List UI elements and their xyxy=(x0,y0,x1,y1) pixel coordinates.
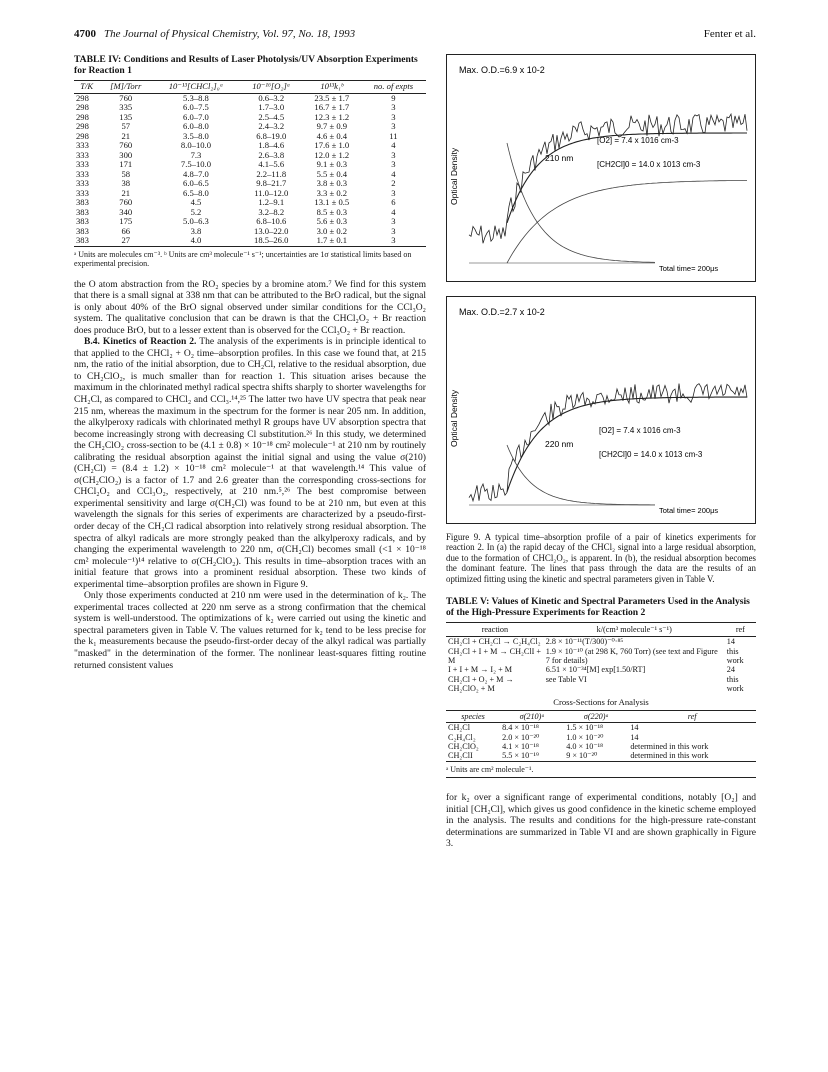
cross-section-cell-1: 4.1 × 10⁻¹⁸ xyxy=(502,742,539,751)
table4-cell-2: 5.3–8.8 xyxy=(183,92,209,103)
table5-cross-sections xyxy=(446,710,756,761)
table5-cell-1: 1.9 × 10⁻¹⁰ (at 298 K, 760 Torr) (see text and Figure 7 for details) xyxy=(545,646,718,665)
table4-cell-2: 5.2 xyxy=(190,206,202,217)
panel-a-ch2cl: [CH2Cl]0 = 14.0 x 1013 cm-3 xyxy=(597,160,701,169)
table4-cell-2: 8.0–10.0 xyxy=(180,140,211,150)
table4 xyxy=(74,80,426,247)
panel-a-o2: [O2] = 7.4 x 1016 cm-3 xyxy=(597,136,679,145)
table4-cell-2: 7.3 xyxy=(190,149,202,160)
table5-cell-1: see Table VI xyxy=(545,674,587,684)
table4-cell-3: 9.8–21.7 xyxy=(256,178,287,188)
cross-section-cell-1: 5.5 × 10⁻¹⁹ xyxy=(502,751,539,761)
table5-cell-2: this work xyxy=(726,674,744,693)
panel-b-o2: [O2] = 7.4 x 1016 cm-3 xyxy=(599,426,681,435)
table4-cell-5: 3 xyxy=(391,187,396,198)
table4-cell-1: 21 xyxy=(121,130,131,141)
table5-cell-0: CH₂Cl + I + M → CH₂ClI + M xyxy=(448,646,542,665)
body-paragraph-right: for k₂ over a significant range of experimental conditions, notably [O₂] and initial [CH₂Cl], which gives us good confidence in the kinetic scheme employed in the analysis. The results and conditions for the high-pressure rate-constant determinations are summarized in Table VI and are shown graphically in Figure 3. xyxy=(446,792,756,850)
table4-cell-0: 298 xyxy=(76,92,89,103)
table4-cell-2: 4.0 xyxy=(190,235,202,245)
cross-section-header-1: σ(210)ᵃ xyxy=(500,711,564,723)
table4-cell-4: 5.5 ± 0.4 xyxy=(316,168,348,179)
panel-a-wavelength: 210 nm xyxy=(545,153,574,163)
table5-wrapper xyxy=(446,622,756,778)
cross-section-header-2: σ(220)ᵃ xyxy=(564,711,628,723)
cross-section-cell-2: 4.0 × 10⁻¹⁸ xyxy=(566,742,603,751)
body-paragraph-2-text: The analysis of the experiments is in principle identical to that applied to the CHCl₂ + O₂ time–absorption profiles. In this case we found that, at 215 nm, the ratio of the initial absorption, due to CH₂Cl, relative to the residual absorption, due to CH₂ClO₂, is much smaller than for reaction 1. This situation arises because the maximum in the chlorinated methyl radical spectra shifts sharply to shorter wavelengths for CH₂Cl, as compared to CHCl₂ and CCl₃.¹⁴,²⁵ The latter two have UV spectra that peak near 215 nm, whereas the maximum in the spectrum for the former is near 205 nm. In addition, the alkylperoxy radicals with chlorinated methyl R groups have UV absorption spectra that become increasingly strong with decreasing Cl substitution.²⁶ In this study, we determined the CH₂ClO₂ cross-section to be (4.1 ± 0.8) × 10⁻¹⁸ cm² molecule⁻¹ at 210 nm by routinely calibrating the residual absorption against the initial signal and using the value σ(210)(CH₂Cl) = (8.4 ± 1.2) × 10⁻¹⁸ cm² molecule⁻¹ at that wavelength.¹⁴ This value of σ(CH₂ClO₂) is a factor of 1.7 and 2.6 greater than the corresponding cross-sections for CHCl₂O₂ and CCl₃O₂, respectively, at 210 nm.⁵,²⁶ The best compromise between experimental sensitivity and large σ(CH₂Cl) was found to be at 210 nm, but even at this wavelength the signals for this series of experiments are characterized by a pseudo-first-order decay of the CH₂Cl radical absorption into relatively strong residual absorption. The spectra of alkyl radicals are more strongly peaked than the alkylperoxy radicals, and by changing the experimental wavelength to 220 nm, σ(CH₂Cl) becomes small (<1 × 10⁻¹⁸ cm² molecule⁻¹)¹⁴ relative to σ(CH₂ClO₂). This results in time–absorption traces with an initial feature that grows into a prominent residual absorption. These two kinds of experimental time–absorption profiles are shown in Figure 9. xyxy=(74,336,426,590)
table4-cell-2: 3.8 xyxy=(190,225,202,236)
table4-cell-0: 383 xyxy=(76,225,89,236)
table5-subcaption: Cross-Sections for Analysis xyxy=(553,697,649,708)
page-number: 4700 xyxy=(74,28,96,40)
table5-cell-0: CH₂Cl + O₂ + M → CH₂ClO₂ + M xyxy=(448,674,514,693)
figure9-panel-b xyxy=(446,296,756,524)
table5-footnote: ᵃ Units are cm² molecule⁻¹. xyxy=(446,764,534,774)
panel-b-wavelength: 220 nm xyxy=(545,439,574,449)
table4-cell-3: 11.0–12.0 xyxy=(254,187,289,198)
table4-cell-3: 2.2–11.8 xyxy=(256,168,287,179)
table4-cell-3: 6.8–10.6 xyxy=(256,216,287,226)
table4-caption: TABLE IV: Conditions and Results of Laser Photolysis/UV Absorption Experiments for Reaction 1 xyxy=(74,54,418,76)
table5-cell-0: CH₂Cl + CH₂Cl → C₂H₄Cl₂ xyxy=(448,637,541,647)
table5-cell-1: 6.51 × 10⁻³⁴[M] exp[1.50/RT] xyxy=(545,665,646,675)
cross-section-cell-3: 14 xyxy=(630,732,639,742)
table4-cell-4: 3.8 ± 0.3 xyxy=(316,178,348,188)
table4-cell-4: 12.0 ± 1.2 xyxy=(314,149,350,160)
table4-cell-1: 171 xyxy=(119,159,133,169)
table5 xyxy=(446,622,756,693)
table4-cell-5: 3 xyxy=(391,102,396,112)
table4-cell-3: 4.1–5.6 xyxy=(258,159,285,169)
panel-b-total-time: Total time= 200μs xyxy=(659,506,719,515)
table4-cell-1: 335 xyxy=(119,102,133,112)
table4-cell-5: 2 xyxy=(391,178,396,188)
table4-cell-5: 4 xyxy=(391,168,396,179)
table4-cell-4: 12.3 ± 1.2 xyxy=(314,111,350,122)
table4-cell-1: 57 xyxy=(121,121,131,131)
table4-cell-1: 760 xyxy=(119,197,133,207)
table4-cell-3: 6.8–19.0 xyxy=(256,130,287,141)
table-row xyxy=(446,675,756,694)
panel-b-maxod: Max. O.D.=2.7 x 10-2 xyxy=(459,307,545,317)
figure9-panel-b-plot xyxy=(447,297,755,523)
table4-cell-5: 4 xyxy=(391,206,396,217)
cross-section-header-3: ref xyxy=(628,711,756,723)
table4-cell-2: 6.0–7.0 xyxy=(183,111,209,122)
table4-cell-0: 333 xyxy=(76,159,89,169)
table4-cell-4: 17.6 ± 1.0 xyxy=(314,140,350,150)
table4-cell-0: 333 xyxy=(76,187,89,198)
panel-a-rise-component xyxy=(507,180,747,263)
table4-cell-2: 6.5–8.0 xyxy=(183,187,209,198)
table4-cell-1: 21 xyxy=(121,187,131,198)
table4-cell-0: 383 xyxy=(76,235,89,245)
table4-header-4: 10¹³k₁ᵇ xyxy=(303,81,361,94)
table4-cell-0: 333 xyxy=(76,140,89,150)
table4-cell-4: 4.6 ± 0.4 xyxy=(316,130,348,141)
table4-cell-1: 300 xyxy=(119,149,133,160)
table4-cell-0: 298 xyxy=(76,102,89,112)
cross-section-cell-0: CH₂ClO₂ xyxy=(448,742,479,751)
right-column xyxy=(446,54,756,850)
table5-header-1: k/(cm³ molecule⁻¹ s⁻¹) xyxy=(544,623,725,637)
table4-header-5: no. of expts xyxy=(361,81,426,94)
table4-cell-2: 4.5 xyxy=(190,197,202,207)
table4-cell-5: 9 xyxy=(391,92,396,103)
table4-cell-4: 9.7 ± 0.9 xyxy=(316,121,348,131)
table4-cell-3: 2.5–4.5 xyxy=(258,111,285,122)
table4-footnote: ᵃ Units are molecules cm⁻³. ᵇ Units are cm³ molecule⁻¹ s⁻¹; uncertainties are 1σ statistical limits based on experimental precision. xyxy=(74,249,412,268)
panel-b-fit-curve xyxy=(507,397,747,492)
running-authors: Fenter et al. xyxy=(703,28,756,40)
table4-cell-3: 2.6–3.8 xyxy=(258,149,285,160)
table4-cell-0: 333 xyxy=(76,149,89,160)
table4-cell-3: 13.0–22.0 xyxy=(254,225,289,236)
table4-cell-2: 5.0–6.3 xyxy=(183,216,209,226)
cross-section-cell-0: CH₂ClI xyxy=(448,751,473,761)
table4-cell-1: 760 xyxy=(119,92,133,103)
table5-cell-2: 14 xyxy=(726,637,735,647)
table5-header-2: ref xyxy=(725,623,756,637)
cross-section-cell-3: 14 xyxy=(630,723,639,733)
table4-cell-4: 9.1 ± 0.3 xyxy=(316,159,348,169)
table4-header-3: 10⁻¹⁶[O₂]ᵃ xyxy=(240,81,303,94)
table4-cell-4: 23.5 ± 1.7 xyxy=(314,92,350,103)
table4-cell-4: 1.7 ± 0.1 xyxy=(316,235,348,245)
table4-cell-0: 383 xyxy=(76,216,89,226)
table4-cell-2: 6.0–7.5 xyxy=(183,102,209,112)
table4-cell-2: 3.5–8.0 xyxy=(183,130,209,141)
table4-cell-2: 4.8–7.0 xyxy=(183,168,209,179)
table-row xyxy=(74,236,426,246)
cross-section-cell-0: CH₂Cl xyxy=(448,723,470,733)
table4-cell-1: 175 xyxy=(119,216,133,226)
table4-cell-0: 383 xyxy=(76,197,89,207)
table4-cell-5: 3 xyxy=(391,235,396,245)
table-row xyxy=(446,751,756,761)
table4-header-2: 10⁻¹³[CHCl₂]₀ᵃ xyxy=(152,81,240,94)
cross-section-cell-3: determined in this work xyxy=(630,742,709,751)
table4-cell-0: 298 xyxy=(76,130,89,141)
table4-cell-5: 6 xyxy=(391,197,396,207)
table4-cell-1: 760 xyxy=(119,140,133,150)
table4-cell-0: 298 xyxy=(76,121,89,131)
table4-cell-5: 3 xyxy=(391,216,396,226)
table5-cell-2: 24 xyxy=(726,665,735,675)
table4-cell-0: 383 xyxy=(76,206,89,217)
journal-title: The Journal of Physical Chemistry, Vol. 97, No. 18, 1993 xyxy=(104,28,356,40)
figure9-panel-a xyxy=(446,54,756,282)
table-row xyxy=(446,647,756,666)
table4-cell-0: 333 xyxy=(76,178,89,188)
table4-cell-4: 8.5 ± 0.3 xyxy=(316,206,348,217)
body-paragraph-1: the O atom abstraction from the RO₂ species by a bromine atom.⁷ We find for this system that there is a small signal at 338 nm that can be attributed to the BrO radical, but the signal is only about 40% of the BrO signal observed under similar conditions for the CCl₃O₂ system. The qualitative conclusion that can be drawn is that the CHCl₂O₂ + Br reaction does produce BrO, but to a lesser extent than is observed for the CCl₃O₂ + Br reaction. xyxy=(74,278,426,336)
table-row xyxy=(446,637,756,647)
panel-b-ylabel: Optical Density xyxy=(449,389,459,447)
panel-b-ch2cl: [CH2Cl]0 = 14.0 x 1013 cm-3 xyxy=(599,450,703,459)
table-row xyxy=(446,733,756,742)
table4-cell-2: 7.5–10.0 xyxy=(180,159,211,169)
table5-header-0: reaction xyxy=(446,623,544,637)
table4-cell-4: 3.0 ± 0.2 xyxy=(316,225,348,236)
table4-header-0: T/K xyxy=(74,81,99,94)
table4-cell-1: 58 xyxy=(121,168,131,179)
table4-cell-1: 38 xyxy=(121,178,131,188)
body-paragraph-2 xyxy=(74,336,426,590)
table4-cell-0: 333 xyxy=(76,168,89,179)
table4-cell-5: 11 xyxy=(389,130,398,141)
table4-cell-1: 66 xyxy=(121,225,131,236)
table4-cell-2: 6.0–8.0 xyxy=(183,121,209,131)
table5-cell-2: this work xyxy=(726,646,744,665)
cross-section-cell-0: C₂H₄Cl₂ xyxy=(448,732,476,742)
running-header xyxy=(74,28,756,44)
cross-section-cell-2: 1.5 × 10⁻¹⁸ xyxy=(566,723,603,733)
body-paragraph-3: Only those experiments conducted at 210 nm were used in the determination of k₂. The experimental traces collected at 220 nm serve as a strong confirmation that the chemical system is well-understood. The optimizations of k₂ were carried out using the kinetic and spectral parameters given in Table V. The values returned for k₂ tend to be less precise for the k₁ measurements because the pseudo-first-order decay of the alkyl radical was partially "masked" in the determination of the former. The nonlinear least-squares fitting routine returned consistent values xyxy=(74,590,426,671)
table-row xyxy=(446,742,756,751)
table4-cell-5: 3 xyxy=(391,159,396,169)
table4-cell-1: 340 xyxy=(119,206,133,217)
panel-a-total-time: Total time= 200μs xyxy=(659,264,719,273)
table4-cell-4: 3.3 ± 0.2 xyxy=(316,187,348,198)
table5-cell-1: 2.8 × 10⁻¹¹(T/300)⁻⁰·⁸⁵ xyxy=(545,637,624,647)
panel-a-ylabel: Optical Density xyxy=(449,147,459,205)
table4-cell-3: 1.2–9.1 xyxy=(258,197,285,207)
table4-cell-1: 27 xyxy=(121,235,131,245)
table5-caption: TABLE V: Values of Kinetic and Spectral Parameters Used in the Analysis of the High-Pressure Experiments for Reaction 2 xyxy=(446,596,750,619)
table4-cell-3: 2.4–3.2 xyxy=(258,121,285,131)
figure9-panel-a-plot xyxy=(447,55,755,281)
table4-cell-5: 4 xyxy=(391,140,396,150)
table4-cell-5: 3 xyxy=(391,111,396,122)
table4-cell-5: 3 xyxy=(391,225,396,236)
cross-section-cell-2: 9 × 10⁻²⁰ xyxy=(566,751,598,761)
panel-a-maxod: Max. O.D.=6.9 x 10-2 xyxy=(459,65,545,75)
table-row xyxy=(446,723,756,733)
table-row xyxy=(446,665,756,674)
table4-cell-4: 5.6 ± 0.3 xyxy=(316,216,348,226)
table4-cell-3: 1.8–4.6 xyxy=(258,140,285,150)
table4-cell-4: 16.7 ± 1.7 xyxy=(314,102,350,112)
figure9-caption: Figure 9. A typical time–absorption profile of a pair of kinetics experiments for reaction 2. In (a) the rapid decay of the CHCl₂ signal into a large residual absorption, due to the formation of CHCl₂O₂, is apparent. In (b), the residual absorption becomes the dominant feature. The lines that pass through the data are the results of an optimized fitting using the kinetic and spectral parameters given in Table V. xyxy=(446,532,756,584)
cross-section-header-0: species xyxy=(446,711,500,723)
left-column xyxy=(74,54,426,671)
cross-section-cell-3: determined in this work xyxy=(630,751,709,761)
table4-cell-2: 6.0–6.5 xyxy=(183,178,209,188)
table4-cell-5: 3 xyxy=(391,121,396,131)
table4-cell-1: 135 xyxy=(119,111,133,122)
table4-cell-4: 13.1 ± 0.5 xyxy=(314,197,350,207)
table4-cell-3: 0.6–3.2 xyxy=(258,92,285,103)
cross-section-cell-2: 1.0 × 10⁻²⁰ xyxy=(566,732,604,742)
table4-cell-3: 3.2–8.2 xyxy=(258,206,285,217)
table5-cell-0: I + I + M → I₂ + M xyxy=(448,665,513,675)
table4-cell-3: 18.5–26.0 xyxy=(254,235,289,245)
table4-cell-5: 3 xyxy=(391,149,396,160)
table4-cell-0: 298 xyxy=(76,111,89,122)
cross-section-cell-1: 8.4 × 10⁻¹⁸ xyxy=(502,723,539,733)
section-heading: B.4. Kinetics of Reaction 2. xyxy=(84,336,197,348)
cross-section-cell-1: 2.0 × 10⁻²⁰ xyxy=(502,732,540,742)
table4-header-1: [M]/Torr xyxy=(99,81,152,94)
table4-cell-3: 1.7–3.0 xyxy=(258,102,285,112)
